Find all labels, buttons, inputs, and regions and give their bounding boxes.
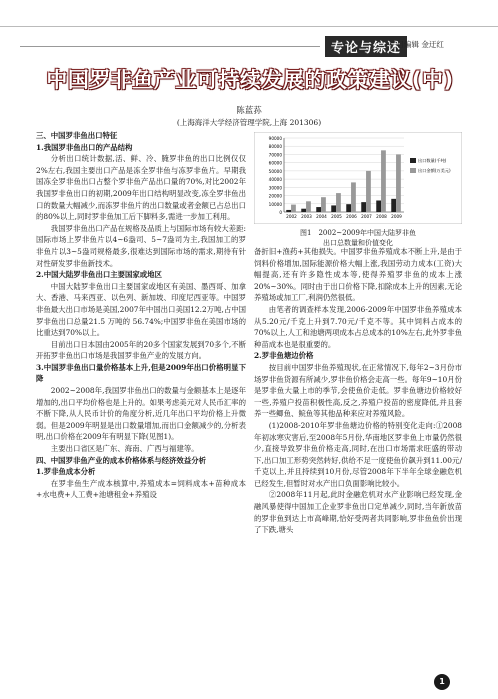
x-tick-label: 2007 (361, 214, 372, 219)
subsection-heading: 2.中国大陆罗非鱼出口主要国家或地区 (36, 270, 162, 280)
y-tick-label: 40000 (268, 177, 282, 183)
legend-label: 出口数量(千吨) (418, 158, 447, 163)
paragraph: 按目前中国罗非鱼养殖现状,在正常情况下,每年2~3月份市场罗非鱼货源有所减少,罗非鱼价格会走高一些。每年9~10月份是罗非鱼大量上市的季节,会使鱼价走低。罗非鱼塘边价格较好一些,养殖户投苗积极性高,反之,养殖户投苗的密度降低,并且套养一些鲫鱼、鲩鱼等其他品种来应对养殖风险。 (254, 362, 462, 419)
x-tick-label: 2002 (286, 214, 297, 219)
x-tick-label: 2004 (316, 214, 327, 219)
bar (316, 207, 321, 212)
legend-swatch (410, 158, 416, 163)
paragraph: 主要出口省区是广东、海南、广西与福建等。 (50, 444, 199, 454)
article-title: 中国罗非鱼产业可持续发展的政策建议(中) (46, 68, 454, 92)
author: 陈蓝荪 (236, 106, 262, 116)
y-tick-label: 50000 (268, 168, 282, 174)
export-chart (254, 132, 462, 224)
y-tick-label: 70000 (268, 152, 282, 158)
x-tick-label: 2008 (376, 214, 387, 219)
bar (301, 209, 306, 212)
figure-caption (254, 228, 462, 248)
paragraph: 中国大陆罗非鱼出口主要国家或地区有美国、墨西哥、加拿大、香港、马来西亚、以色列、新加坡、印度尼西亚等。中国罗非鱼最大出口市场是美国,2007年中国出口美国12.2万吨,占中国罗非鱼出口总量21.5 万吨的 56.74%;中国罗非鱼在美国市场的比重达到70%以上。 (36, 281, 246, 338)
y-tick-label: 0 (279, 210, 282, 215)
y-tick-label: 10000 (268, 201, 282, 207)
figure-caption-line1: 图1 2002~2009年中国大陆罗非鱼 (300, 229, 416, 237)
bar (331, 205, 336, 212)
left-column (36, 130, 246, 501)
legend-label: 出口金额(万美元) (418, 168, 451, 173)
bar (381, 150, 386, 212)
x-tick-label: 2006 (346, 214, 357, 219)
bar (366, 171, 371, 212)
bar (346, 204, 351, 212)
paragraph: 由笔者的调查样本发现,2006-2009年中国罗非鱼养殖成本从5.20元/千克上升到7.70元/千克不等。其中饲料占成本的70%以上,人工和池塘两项成本占总成本的10%左右,此外罗非鱼种苗成本也是很重要的。 (254, 304, 462, 349)
y-tick-label: 20000 (268, 193, 282, 199)
column-tag: 专论与综述 (325, 36, 407, 57)
figure-caption-line2: 出口总数量和价值变化 (323, 239, 393, 247)
header-rule (0, 26, 498, 27)
chart-frame (254, 132, 462, 224)
paragraph: (1)2008-2010年罗非鱼塘边价格的特别变化走向:①2008年初冰寒灾害后,至2008年5月份,华南地区罗非鱼上市量仍然很少,直接导致罗非鱼价格走高,同时,在出口市场需求旺盛的带动下,出口加工形势突然转好,供给不足一度使鱼价飙升到11.00元/千克以上,并且持续到10月份,尽管2008年下半年全球金融危机已经发生,但暂时对水产出口负面影响比较小。 (254, 420, 462, 488)
bar (361, 202, 366, 212)
x-tick-label: 2003 (301, 214, 312, 219)
export-chart-svg (254, 132, 462, 224)
paragraph: ②2008年11月起,此时金融危机对水产业影响已经发现,金融风暴使得中国加工企业罗非鱼出口定单减少,同时,当年新放苗的罗非鱼到达上市高峰期,恰好受两者共同影响,罗非鱼鱼价出现了下跌,塘头 (254, 490, 462, 535)
header-rule (20, 46, 320, 47)
column-editor: 栏目编辑 金迂红 (389, 40, 444, 49)
paragraph: 2002~2008年,我国罗非鱼出口的数量与金额基本上是逐年增加的,出口平均价格也是上升的。如果考虑美元对人民币汇率的不断下降,从人民币计价的角度分析,近几年出口平均价格上升微弱。但是2009年明显是出口数量增加,而出口金额减少的,分析表明,出口价格在2009年有明显下降(见图1)。 (36, 386, 246, 442)
paragraph: 在罗非鱼生产成本核算中,养殖成本=饲料成本+苗种成本+水电费+人工费+池塘租金+养殖设 (36, 478, 246, 500)
bar (376, 200, 381, 212)
paragraph: 分析出口统计数据,活、鲜、冷、腌罗非鱼的出口比例仅仅2%左右,我国主要出口产品是冻全罗非鱼与冻罗非鱼片。早期我国冻全罗非鱼出口占整个罗非鱼产品出口量的70%,对比2002年我国罗非鱼出口的初期,2009年出口结构明显改变,冻全罗非鱼出口的数量大幅减少,而冻罗非鱼片的出口数量或者金额已占总出口的80%以上,同时罗非鱼加工后下脚料多,需进一步加工利用。 (36, 154, 246, 222)
y-tick-label: 90000 (268, 136, 282, 141)
y-tick-label: 80000 (268, 144, 282, 150)
x-tick-label: 2005 (331, 214, 342, 219)
x-tick-label: 2009 (391, 214, 402, 219)
y-tick-label: 60000 (268, 160, 282, 166)
y-tick-label: 30000 (268, 185, 282, 191)
subsection-heading: 3.中国罗非鱼出口量价格基本上升,但是2009年出口价格明显下降 (36, 362, 246, 384)
bar (286, 210, 291, 212)
subsection-heading: 2.罗非鱼塘边价格 (254, 351, 314, 361)
bar (291, 205, 296, 212)
bar (336, 193, 341, 212)
legend-swatch (410, 168, 416, 173)
bar (306, 201, 311, 212)
page-number: 1 (434, 674, 450, 690)
right-column (254, 246, 462, 536)
subsection-heading: 1.罗非鱼成本分析 (36, 467, 96, 477)
bar (391, 199, 396, 212)
subsection-heading: 1.我国罗非鱼出口的产品结构 (36, 142, 133, 152)
bar (321, 197, 326, 212)
affiliation: (上海海洋大学经济管理学院,上海 201306) (176, 118, 322, 127)
section-heading: 三、中国罗非鱼出口特征 (36, 131, 118, 140)
bar (396, 154, 401, 212)
bar (351, 182, 356, 212)
paragraph: 我国罗非鱼出口产品在规格及品质上与国际市场有较大差距:国际市场上罗非鱼片以4~6盎司、5~7盎司为主,我国加工的罗非鱼片以3~5盎司规格最多,很难达到国际市场的需求,期待有针对性研发罗非鱼新技术。 (36, 223, 246, 268)
section-heading: 四、中国罗非鱼产业的成本价格体系与经济效益分析 (36, 455, 206, 465)
header-band (0, 0, 498, 62)
paragraph: 备折旧+渔药+其他损失。中国罗非鱼养殖成本不断上升,是由于饲料价格增加,国际能源价格大幅上涨,我国劳动力成本(工资)大幅提高,还有许多隐性成本等,使得养殖罗非鱼的成本上涨20%~30%。同时由于出口价格下降,扣除成本上升的因素,无论养殖场或加工厂,利润仍然很低。 (254, 247, 462, 303)
paragraph: 目前出口日本国由2005年的20多个国家发展到70多个,不断开拓罗非鱼出口市场是我国罗非鱼产业的发展方向。 (36, 339, 246, 361)
